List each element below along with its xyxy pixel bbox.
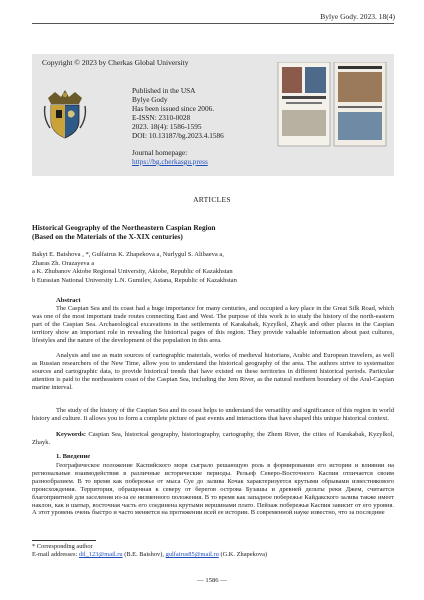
author-list <box>32 250 392 268</box>
affiliations <box>32 268 392 285</box>
affiliation-a: a K. Zhubanov Aktobe Regional University, Aktobe, Republic of Kazakhstan <box>32 268 233 275</box>
abstract-paragraph-3: The study of the history of the Caspian Sea and its coast helps to understand the versatility and significance of this region in world history and culture. It allows you to form a complete picture of past events and interactions that have shaped this unique historical context. <box>32 407 394 422</box>
article-title-line2: (Based on the Materials of the X-XIX centuries) <box>32 232 183 241</box>
issue-pages: 2023. 18(4): 1586-1595 <box>132 122 202 131</box>
published-in: Published in the USA <box>132 86 196 95</box>
keywords-text: Caspian Sea, historical geography, historiography, cartography, the Zhem River, the cities of Karakabak, Kyzylkol, Zhayk. <box>32 431 395 446</box>
authors-line1: Bakyt E. Baishova , *, Gulfairus K. Zhapekova a, Nurlygul S. Alibaeva a, <box>32 251 224 258</box>
keywords-label: Keywords: <box>56 431 87 438</box>
section-label: ARTICLES <box>193 195 231 204</box>
affiliation-b: b Eurasian National University L.N. Gumilev, Astana, Republic of Kazakhstan <box>32 276 237 284</box>
emails-label: E-mail addresses: <box>32 551 78 558</box>
email-owner-2: (G.K. Zhapekova) <box>220 551 268 558</box>
eissn: E-ISSN: 2310-0028 <box>132 113 191 122</box>
abstract-paragraph-1: The Caspian Sea and its coast had a huge importance for many centuries, and occupied a key place in the Great Silk Road, which was one of the most important trade routes connecting East and West. The purpose of this work is to study the history of the north-eastern part of the Caspian Sea. Archaeological excavations in the settlements of Karakabak, Kyzylkol, Zhayk and other places in the Caspian territory show an important role in revealing the historical pages of this region. They provide valuable information about past cultures, lifestyles and the nature of the development of the population in this area. <box>32 305 394 344</box>
corresponding-author-note: * Corresponding author <box>32 543 93 550</box>
journal-info-box <box>32 54 394 176</box>
section-1-text: Географическое положение Каспийского моря сыграло решающую роль в формировании его истории и влиянии на региональные взаимодействия в различные исторические периоды. Рельеф Северо-Восточного Каспия отличается своим разнообразием. В то время как побережье от мыса Суе до залива Кочак характеризуется крутыми обрывами известнякового происхождения. Территория, обращенная к северу от берегов острова Бузашы и древней дельты реки Джем, считается благоприятной для заселения из-за ее низменного положения. В то время как западное побережье Кайдакского залива также имеет наклон, как и шатыр, восточная часть его соединена крутыми вершинами плато. Пейзаж побережья Каспия зависит от его уровня. А этот уровень очень быстро и часто меняется на протяжении всей ее истории. В современной науке известно, что за последние <box>32 462 394 517</box>
footnote-rule <box>32 540 96 541</box>
coat-of-arms-logo <box>42 88 88 140</box>
article-title-line1: Historical Geography of the Northeastern Caspian Region <box>32 223 216 232</box>
journal-name: Bylye Gody <box>132 95 168 104</box>
doi: DOI: 10.13187/bg.2023.4.1586 <box>132 131 224 140</box>
email-owner-1: (B.E. Baishov), <box>124 551 164 558</box>
email-link-1[interactable]: dil_123@mail.ru <box>78 551 123 558</box>
authors-line2: Zharas Zh. Orazayeva a <box>32 260 95 267</box>
keywords <box>32 431 394 447</box>
email-addresses <box>32 551 394 559</box>
article-title <box>32 223 332 241</box>
journal-covers-image <box>276 62 388 150</box>
email-link-2[interactable]: gulfairus85@mail.ru <box>165 551 219 558</box>
publication-info <box>132 86 224 166</box>
homepage-link[interactable]: https://bg.cherkasgu.press <box>132 157 208 166</box>
running-head: Bylye Gody. 2023. 18(4) <box>320 12 395 21</box>
homepage-label: Journal homepage: <box>132 148 188 157</box>
header-rule <box>32 23 394 24</box>
footnote <box>32 543 394 559</box>
issued-since: Has been issued since 2006. <box>132 104 215 113</box>
section-1-heading: 1. Введение <box>56 453 91 460</box>
abstract-paragraph-2: Analysis and use as main sources of cartographic materials, works of medieval historians, Arabic and European travelers, as well as Russian researchers of the New Time, allow you to understand the historical geography of the area. The authors strive to systematize sources and cartographic data, to provide historical trends that have existed on these territories in different historical periods. Particular attention is paid to the northeastern coast of the Caspian Sea, including the Jem River, as the natural northern boundary of the Aral-Caspian marine interval. <box>32 352 394 391</box>
page-number: — 1586 — <box>197 577 227 584</box>
copyright-notice: Copyright © 2023 by Cherkas Global University <box>42 58 189 67</box>
abstract-heading: Abstract <box>56 297 81 304</box>
